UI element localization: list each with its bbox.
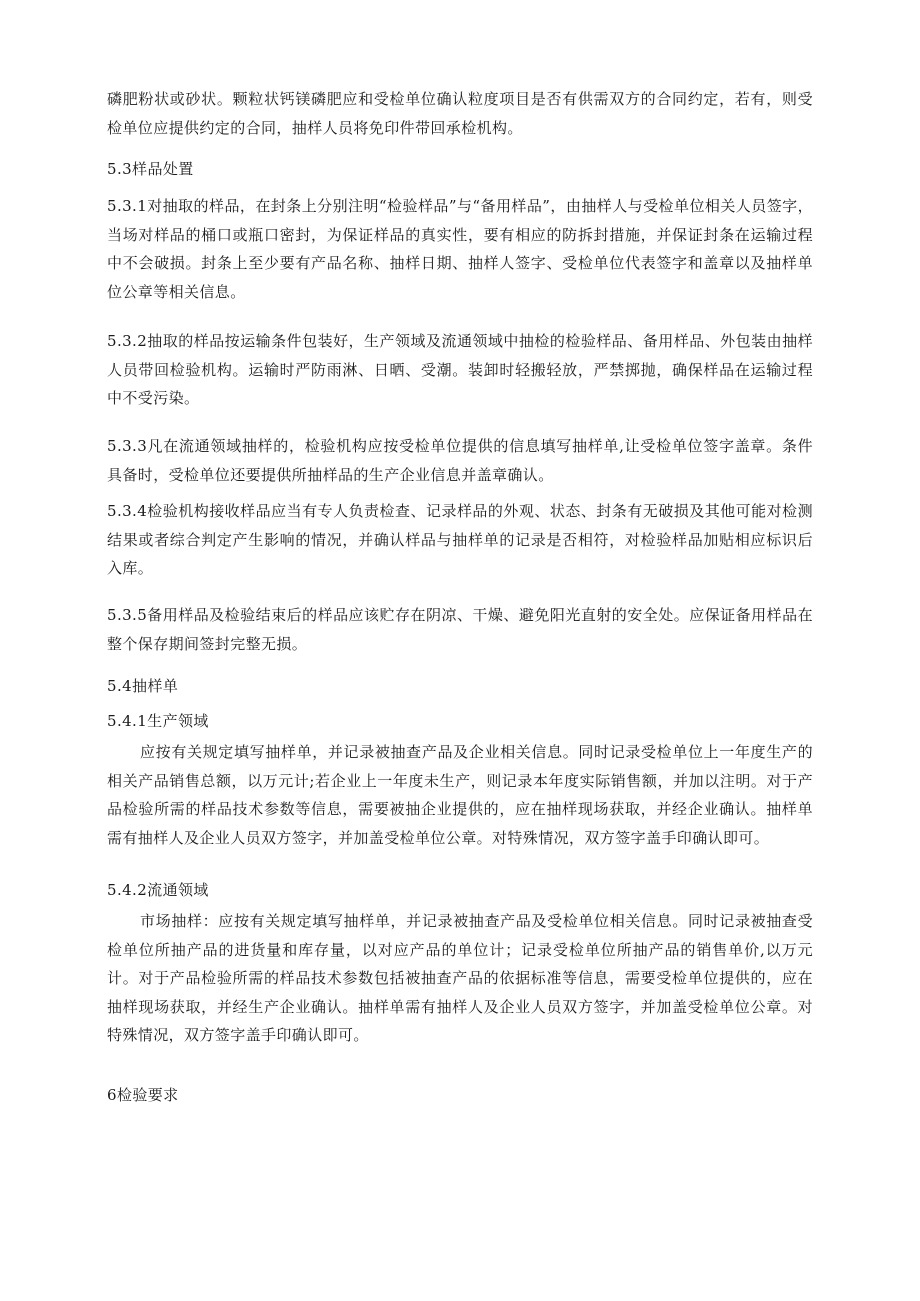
paragraph-5-4-2: 市场抽样：应按有关规定填写抽样单，并记录被抽查产品及受检单位相关信息。同时记录被抽查受检单位所抽产品的进货量和库存量，以对应产品的单位计；记录受检单位所抽产品的销售单价,以万元计。对于产品检验所需的样品技术参数包括被抽查产品的依据标准等信息，需要受检单位提供的，应在抽样现场获取，并经生产企业确认。抽样单需有抽样人及企业人员双方签字，并加盖受检单位公章。对特殊情况，双方签字盖手印确认即可。	[107, 912, 813, 1044]
intro-paragraph: 磷肥粉状或砂状。颗粒状钙镁磷肥应和受检单位确认粒度项目是否有供需双方的合同约定，若有，则受检单位应提供约定的合同，抽样人员将免印件带回承检机构。	[107, 90, 813, 137]
paragraph-5-3-4: 5.3.4检验机构接收样品应当有专人负责检查、记录样品的外观、状态、封条有无破损及其他可能对检测结果或者综合判定产生影响的情况，并确认样品与抽样单的记录是否相符，对检验样品加贴相应标识后入库。	[107, 502, 813, 577]
section-5-4-heading: 5.4抽样单	[107, 677, 179, 695]
paragraph-5-3-5: 5.3.5备用样品及检验结束后的样品应该贮存在阴凉、干燥、避免阳光直射的安全处。应保证备用样品在整个保存期间签封完整无损。	[107, 606, 813, 653]
section-5-4-1-heading: 5.4.1生产领域	[107, 712, 209, 730]
paragraph-5-3-3: 5.3.3凡在流通领域抽样的，检验机构应按受检单位提供的信息填写抽样单,让受检单位签字盖章。条件具备时，受检单位还要提供所抽样品的生产企业信息并盖章确认。	[107, 437, 813, 484]
paragraph-5-3-1: 5.3.1对抽取的样品，在封条上分别注明“检验样品”与“备用样品”，由抽样人与受检单位相关人员签字，当场对样品的桶口或瓶口密封，为保证样品的真实性，要有相应的防拆封措施，并保证封条在运输过程中不会破损。封条上至少要有产品名称、抽样日期、抽样人签字、受检单位代表签字和盖章以及抽样单位公章等相关信息。	[107, 197, 813, 301]
paragraph-5-3-2: 5.3.2抽取的样品按运输条件包装好，生产领域及流通领域中抽检的检验样品、备用样品、外包装由抽样人员带回检验机构。运输时严防雨淋、日晒、受潮。装卸时轻搬轻放，严禁掷抛，确保样品在运输过程中不受污染。	[107, 332, 813, 407]
section-6-heading: 6检验要求	[107, 1086, 179, 1104]
section-5-3-heading: 5.3样品处置	[107, 160, 194, 178]
paragraph-5-4-1: 应按有关规定填写抽样单，并记录被抽查产品及企业相关信息。同时记录受检单位上一年度生产的相关产品销售总额，以万元计;若企业上一年度未生产，则记录本年度实际销售额，并加以注明。对于产品检验所需的样品技术参数等信息，需要被抽企业提供的，应在抽样现场获取，并经企业确认。抽样单需有抽样人及企业人员双方签字，并加盖受检单位公章。对特殊情况，双方签字盖手印确认即可。	[107, 743, 813, 847]
section-5-4-2-heading: 5.4.2流通领域	[107, 881, 209, 899]
